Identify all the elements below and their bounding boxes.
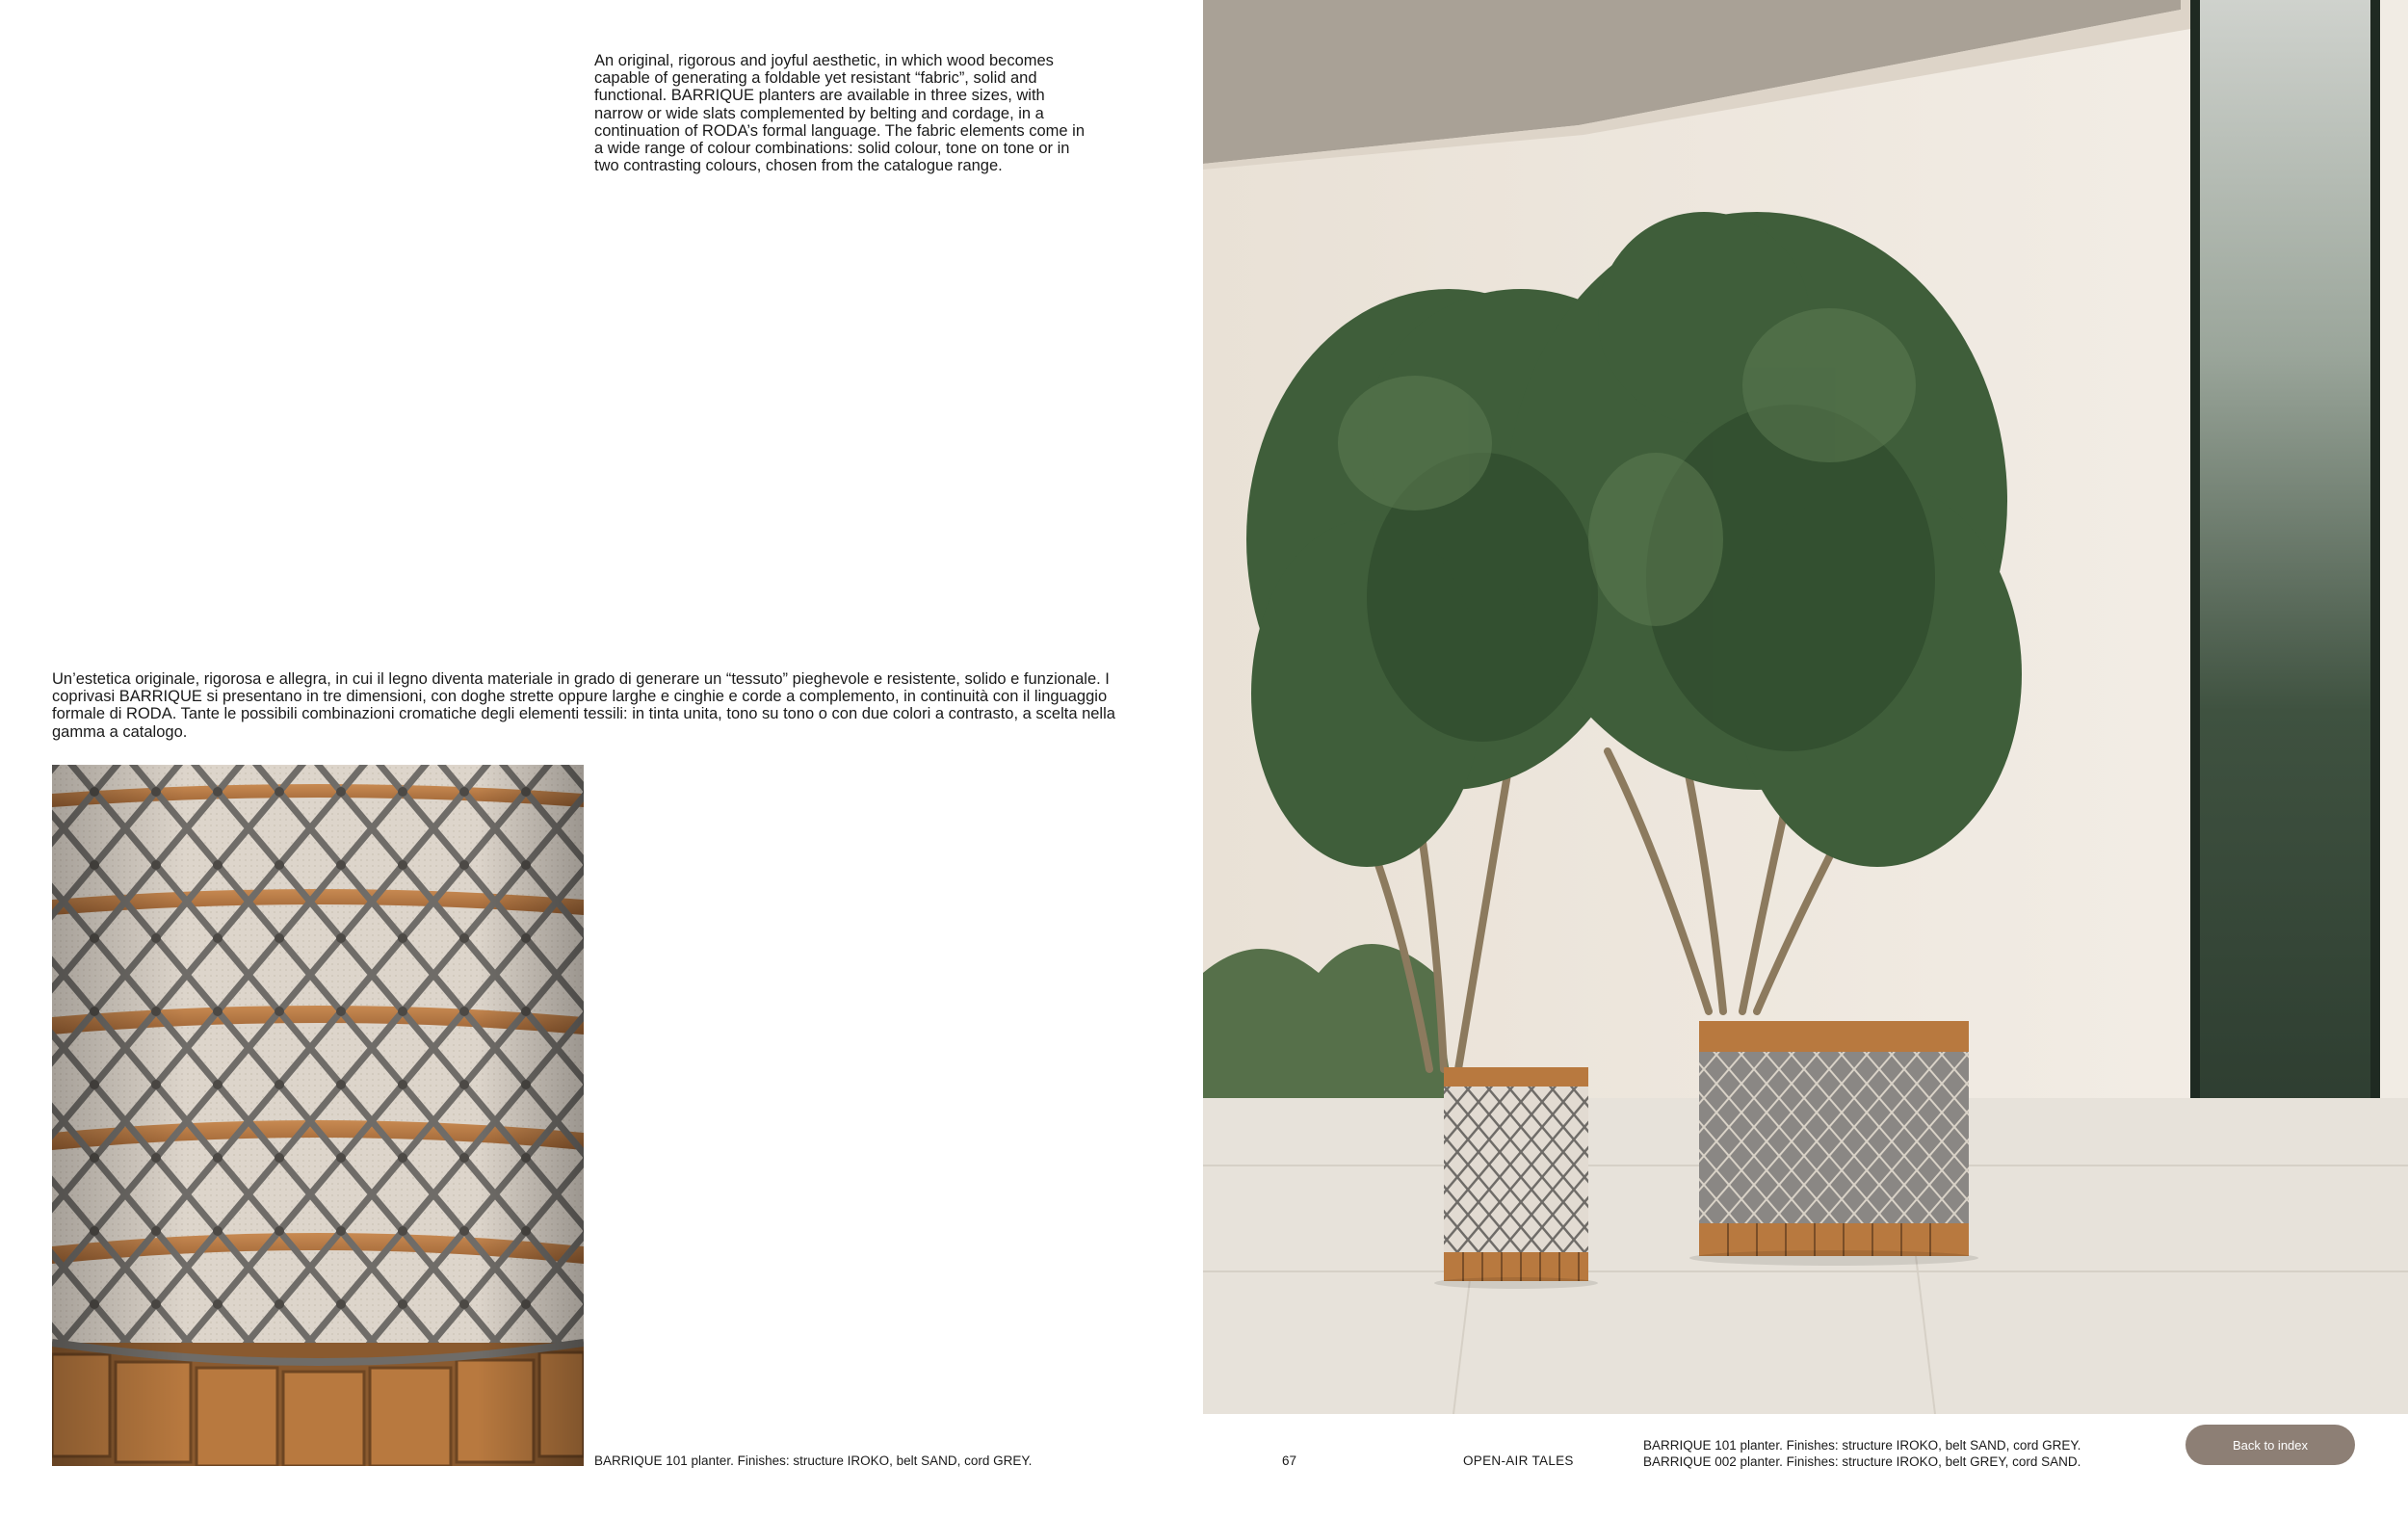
section-title: OPEN-AIR TALES	[1463, 1454, 1574, 1468]
caption-right	[1643, 1437, 2081, 1470]
planters-scene-photo	[1203, 0, 2408, 1414]
caption-right-line-1: BARRIQUE 101 planter. Finishes: structure IROKO, belt SAND, cord GREY.	[1643, 1438, 2081, 1453]
planter-detail-photo	[52, 765, 584, 1466]
caption-left: BARRIQUE 101 planter. Finishes: structure IROKO, belt SAND, cord GREY.	[594, 1454, 1033, 1468]
intro-text-english: An original, rigorous and joyful aesthetic, in which wood becomes capable of generating a foldable yet resistant “fabric”, solid and functional. BARRIQUE planters are available in three sizes, with narrow or wide slats complemented by belting and cordage, in a continuation of RODA’s formal language. The fabric elements come in a wide range of colour combinations: solid colour, tone on tone or in two contrasting colours, chosen from the catalogue range.	[594, 52, 1086, 175]
back-to-index-button[interactable]: Back to index	[2186, 1425, 2355, 1465]
caption-right-line-2: BARRIQUE 002 planter. Finishes: structure IROKO, belt GREY, cord SAND.	[1643, 1454, 2081, 1469]
page-number: 67	[1282, 1454, 1297, 1468]
intro-text-italian: Un’estetica originale, rigorosa e allegra, in cui il legno diventa materiale in grado di generare un “tessuto” pieghevole e resistente, solido e funzionale. I coprivasi BARRIQUE si presentano in tre dimensioni, con doghe strette oppure larghe e cinghie e corde a complemento, in continuità con il linguaggio formale di RODA. Tante le possibili combinazioni cromatiche degli elementi tessili: in tinta unita, tono su tono o con due colori a contrasto, a scelta nella gamma a catalogo.	[52, 670, 1115, 741]
